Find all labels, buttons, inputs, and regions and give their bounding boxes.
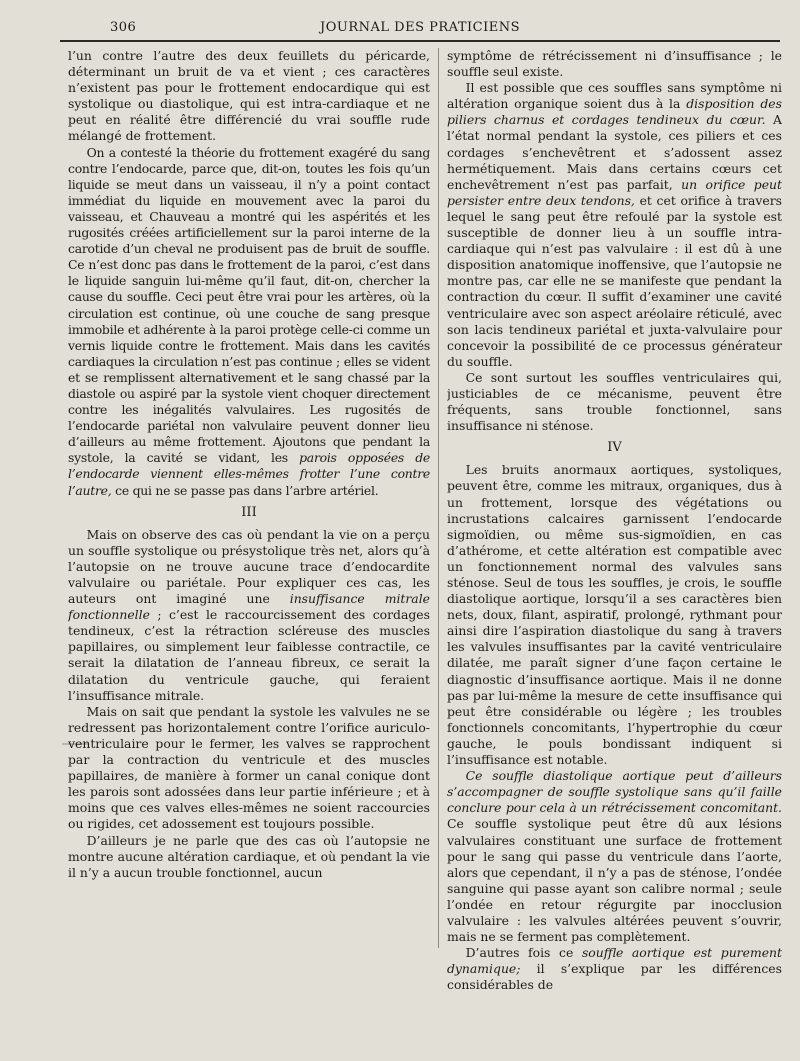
- paragraph: l’un contre l’autre des deux feuillets du péricarde, déterminant un bruit de va et vient ; ces caractères n’existent pas pour le frottement endocardique qui est systolique ou diastolique, qui est intra-cardiaque et ne peut en réalité être différencié du vrai souffle rude mélangé de frottement.: [68, 48, 430, 144]
- paragraph: [447, 945, 782, 993]
- paragraph: symptôme de rétrécissement ni d’insuffisance ; le souffle seul existe.: [447, 48, 782, 80]
- paragraph: [447, 80, 782, 370]
- paragraph: [447, 768, 782, 945]
- left-column: [68, 48, 430, 1048]
- emphasis: insuffisance mitrale fonctionnelle: [68, 591, 430, 623]
- paragraph-text: il s’explique par les différences considérables de: [447, 961, 782, 993]
- paragraph-text: On a contesté la théorie du frottement exagéré du sang contre l’endocarde, parce que, dit-on, toutes les fois qu’un liquide se meut dans un vaisseau, il n’y a point contact immédiat du liquide en mouvement avec la paroi du vaisseau, et Chauveau a montré qui les aspérités et les rugosités créées artificiellement sur la paroi interne de la carotide d’un cheval ne produisent pas de bruit de souffle. Ce n’est donc pas dans le frottement de la paroi, c’est dans le liquide sanguin lui-même qu’il faut, dit-on, chercher la cause du souffle. Ceci peut être vrai pour les artères, où la circulation est continue, où une couche de sang presque immobile et adhérente à la paroi protège celle-ci comme un vernis liquide contre le frottement. Mais dans les cavités cardiaques la circulation n’est pas continue ; elles se vident et se remplissent alternativement et le sang chassé par la diastole ou aspiré par la systole vient choquer directement contre les inégalités valvulaires. Les rugosités de l’endocarde pariétal non valvulaire peuvent donner lieu d’ailleurs au même frottement. Ajoutons que pendant la systole, la cavité se vidant, les: [68, 144, 430, 466]
- emphasis: Ce souffle diastolique aortique peut d’ailleurs s’accompagner de souffle systolique sans qu’il faille conclure pour cela à un rétrécissement concomitant.: [447, 768, 782, 816]
- paragraph-text: D’autres fois ce: [465, 945, 574, 961]
- emphasis: souffle aortique est purement dynamique;: [447, 945, 782, 977]
- emphasis: un orifice peut persister entre deux tendons,: [447, 176, 782, 208]
- column-divider: [438, 48, 439, 948]
- page-number: 306: [110, 20, 137, 35]
- section-heading-iii: III: [241, 504, 257, 520]
- paragraph-text: Il est possible que ces souffles sans symptôme ni altération organique soient dus à la: [447, 80, 782, 112]
- paragraph-text: ce qui ne se passe pas dans l’arbre artériel.: [115, 482, 379, 498]
- paragraph-text: ; c’est le raccourcissement des cordages tendineux, c’est la rétraction scléreuse des muscles papillaires, ou simplement leur faiblesse contractile, ce serait la dilatation de l’anneau fibreux, ce serait la dilatation du ventricule gauche, qui feraient l’insuffisance mitrale.: [68, 607, 430, 703]
- section-heading-iv: IV: [607, 440, 622, 456]
- header-rule: [60, 40, 780, 42]
- paragraph-text: A l’état normal pendant la systole, ces piliers et ces cordages s’enchevêtrent et s’adossent assez hermétiquement. Mais dans certains cœurs cet enchevêtrement n’est pas parfait,: [447, 112, 782, 192]
- emphasis: parois opposées de l’endocarde viennent elles-mêmes frotter l’une contre l’autre,: [68, 450, 430, 498]
- paragraph-text: Ce souffle systolique peut être dû aux lésions valvulaires constituant une surface de frottement pour le sang qui passe du ventricule dans l’aorte, alors que cependant, il n’y a pas de sténose, l’ondée sanguine qui passe ayant son calibre normal ; seule l’ondée en retour régurgite par inocclusion valvulaire : les valvules altérées peuvent s’ouvrir, mais ne se ferment pas complètement.: [447, 816, 782, 945]
- running-title: JOURNAL DES PRATICIENS: [320, 20, 520, 35]
- paragraph: D’ailleurs je ne parle que des cas où l’autopsie ne montre aucune altération cardiaque, et où pendant la vie il n’y a aucun trouble fonctionnel, aucun: [68, 832, 430, 880]
- paragraph: [68, 527, 430, 704]
- right-column: [447, 48, 782, 1048]
- paragraph-text: Mais on observe des cas où pendant la vie on a perçu un souffle systolique ou présystolique très net, alors qu’à l’autopsie on ne trouve aucune trace d’endocardite valvulaire ou pariétale. Pour expliquer ces cas, les auteurs ont imaginé une: [68, 526, 430, 607]
- emphasis: disposition des piliers charnus et cordages tendineux du cœur.: [447, 96, 782, 128]
- page-header: [60, 20, 780, 40]
- paragraph: Mais on sait que pendant la systole les valvules ne se redressent pas horizontalement contre l’orifice auriculo-ventriculaire pour le fermer, les valves se rapprochent par la contraction du ventricule et des muscles papillaires, de manière à former un canal conique dont les parois sont adossées dans leur partie inférieure ; et à moins que ces valves elles-mêmes ne soient raccourcies ou rigides, cet adossement est toujours possible.: [68, 703, 430, 832]
- paragraph: Les bruits anormaux aortiques, systoliques, peuvent être, comme les mitraux, organiques, dus à un frottement, lorsque des végétations ou incrustations calcaires garnissent l’endocarde sigmoïdien, ou même sus-sigmoïdien, en cas d’athérome, et cette altération est compatible avec un fonctionnement normal des valvules sans sténose. Seul de tous les souffles, je crois, le souffle diastolique aortique, lorsqu’il a ses caractères bien nets, doux, filant, aspiratif, prolongé, rythmant pour ainsi dire l’aspiration diastolique du sang à travers les valvules insuffisantes par la cavité ventriculaire dilatée, me paraît signer d’une façon certaine le diagnostic d’insuffisance aortique. Mais il ne donne pas par lui-même la mesure de cette insuffisance qui peut être considérable ou légère ; les troubles fonctionnels concomitants, l’hypertrophie du cœur gauche, le pouls bondissant indiquent si l’insuffisance est notable.: [447, 462, 782, 768]
- paragraph: [68, 145, 430, 499]
- paragraph-text: et cet orifice à travers lequel le sang peut être refoulé par la systole est susceptible de donner lieu à un souffle intra-cardiaque qui n’est pas valvulaire : il est dû à une disposition anatomique inoffensive, que l’autopsie ne montre pas, car elle ne se manifeste que pendant la contraction du cœur. Il suffit d’examiner une cavité ventriculaire avec son aspect aréolaire réticulé, avec son lacis tendineux pariétal et juxta-valvulaire pour concevoir la possibilité de ce processus générateur du souffle.: [447, 192, 782, 369]
- paragraph: Ce sont surtout les souffles ventriculaires qui, justiciables de ce mécanisme, peuvent être fréquents, sans trouble fonctionnel, sans insuffisance ni sténose.: [447, 369, 782, 434]
